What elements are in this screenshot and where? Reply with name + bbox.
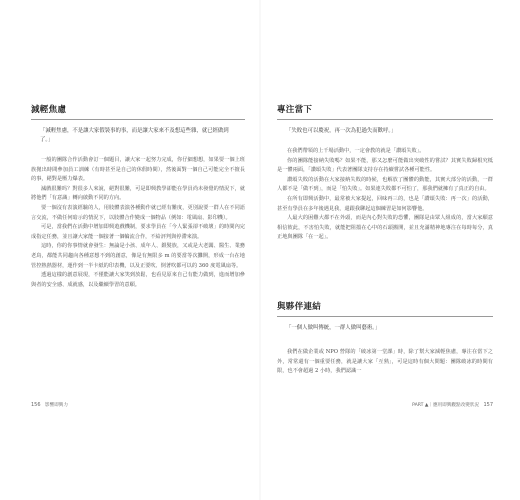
paragraph: 人最大的困難大都不在外頭，而是內心對失敗的恐懼，團隊是由眾人組成的，當大家願意相信彼此，不害怕失敗，就能把阻擋在心中的石頭搬開，並且充滿精神地專注在每時每分，真正地與團隊「在一起」。 [277, 215, 493, 241]
paragraph: 這時，你的你事情就會發生：無論是小孩、成年人、銀髮族，又或是大老闆、醫生、業務老鳥，都能共同趨向各種意想不到的創意，像是有無限多 m 的要當等次攤開，形成一台在地管控熱熱器材，運作到一半卡紙的印表機，以及正要吹、倒著吹都可以的 360 度電風扇等。 [31, 243, 245, 269]
section-quote: 「失敗也可以慶祝，再一次為犯過失而歡呼。」 [286, 128, 397, 134]
left-body-text [31, 156, 245, 290]
section-quote: 「減輕焦慮，不是讓大家假裝事的事，而是讓大家來不及想這些雜，就已經做到了。」 [40, 128, 229, 143]
running-title: PART ▲｜應用即興觀點改變狀況 [412, 403, 479, 408]
right-body-text-2 [277, 348, 493, 377]
paragraph: 在所有即興活動中，最常被大家提起，回味再三的，也是「讚頌失敗：再一次」的活動，甚至有學員在多年後遇見我，還跟我聊起這個練習是如何影響他。 [277, 195, 493, 212]
section-rule [277, 316, 493, 317]
section-title-connect-partners: 與夥伴連結 [277, 302, 322, 312]
paragraph: 可是，當我們在活動中增加即興遊戲機制，要求學員在「今人緊張卻不破壞」的時間內完成指定任務，並且讓大家能一個接著一個輪流合作，不給評判與停滯來演。 [31, 224, 245, 240]
paragraph: 透過這樣的創意展現，不僅能讓大家笑到放鬆，也看見原來自己有能力做到，進而增加參與者的安全感、成就感，以及繼續學習的意願。 [31, 272, 245, 288]
paragraph: 一般的團隊合作活動會訂一個題目，讓大家一起努力完成，你仔細想想，如果要一個上班族拋出時間參加員工訓練（有時甚至是自己的休假時間），然後面對一個自己可能完全不擅長的事，絕對是壓力爆表。 [31, 157, 245, 183]
paragraph: 在我們帶領的上千場活動中，一定會教的就是「讚頌失敗」。 [287, 148, 425, 154]
paragraph: 讚頌失敗的活動在大家接納失敗的時候，也解放了團體的動能，其實大部分的活動，一群人都不是「做不到」，而是「怕失敗」。如果連失敗都不可怕了，那我們就擁有了真正的自由。 [277, 176, 493, 193]
right-folio [412, 402, 493, 408]
paragraph: 要一個沒有表演經驗的人，用肢體表演各種動作就已經有難度，更別說要一群人在不同語言交流，不做任何暗示的情況下，以肢體合作變成一個物品（例如：電風扇、影印機）。 [31, 204, 245, 221]
section-title-focus-present: 專注當下 [277, 105, 313, 115]
right-page [260, 0, 520, 500]
paragraph: 你的團隊能接納失敗嗎？如果不能，那又怎麼可能做出突破性的嘗試？其實失敗歸根究柢是一體兩面，「讚頌失敗」代表著團隊支持存在持續嘗試各種可能性。 [277, 157, 493, 174]
paragraph: 我們在做企業或 NPO 營隊的「破冰第一堂課」時，除了幫大家減輕焦慮，專注在當下之外，常常還有一個重要任務，就是讓大家「互熟」，可是這時有個大問題：團隊破冰的時間有限，也不會超過 2 小時，我們認識一 [277, 349, 493, 375]
page-number: 157 [483, 402, 493, 408]
left-folio [31, 402, 68, 408]
right-body-text-1 [277, 147, 493, 243]
section-rule [31, 119, 245, 120]
page-number: 156 [31, 402, 41, 408]
paragraph: 滅戲很難吗？對很多人來說，絕對很難，可是即興教學卻能在學員尚未發覺的情況下，就將他們「有意識」轉向啟動不同的方向。 [31, 185, 245, 202]
section-title-reduce-anxiety: 減輕焦慮 [31, 105, 67, 115]
section-rule [277, 119, 493, 120]
section-quote: 「一個人做叫傳統，一群人做叫藝術。」 [286, 325, 381, 331]
running-title: 影響即興力 [45, 403, 68, 408]
